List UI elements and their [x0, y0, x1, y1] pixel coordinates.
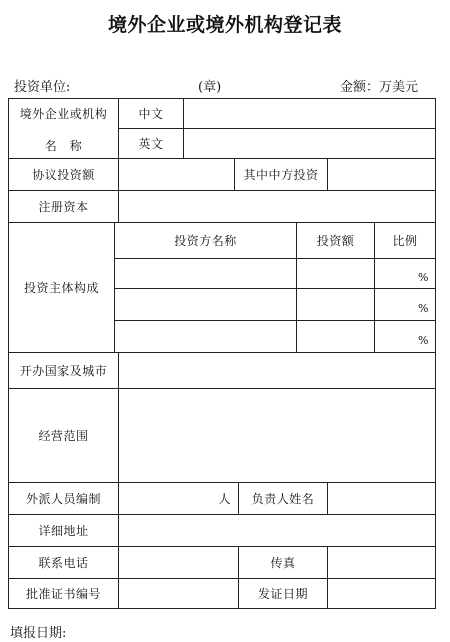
fax-label: 传真	[270, 556, 296, 570]
amount-unit-label: 金额：万美元	[340, 80, 419, 95]
certificate-number-label: 批准证书编号	[25, 587, 101, 601]
grid-line	[327, 158, 328, 190]
grid-line	[8, 608, 436, 609]
form-title: 境外企业或境外机构登记表	[107, 14, 342, 36]
percent-sign: %	[418, 270, 429, 284]
investor-structure-label: 投资主体构成	[23, 281, 99, 295]
registered-capital-label: 注册资本	[38, 200, 89, 214]
percent-sign: %	[418, 301, 429, 315]
grid-line	[114, 288, 436, 289]
chinese-label: 中文	[138, 107, 164, 121]
table-border-right	[435, 98, 436, 608]
percent-sign: %	[418, 333, 429, 347]
country-city-label: 开办国家及城市	[19, 364, 108, 378]
grid-line	[114, 258, 436, 259]
business-scope-label: 经营范围	[38, 429, 89, 443]
chinese-side-investment-label: 其中中方投资	[243, 168, 319, 182]
seal-label: (章)	[198, 80, 222, 95]
agreed-investment-label: 协议投资额	[32, 168, 95, 182]
ratio-header: 比例	[392, 234, 418, 248]
grid-line	[8, 98, 436, 99]
english-label: 英文	[138, 137, 164, 151]
grid-line	[327, 546, 328, 608]
org-name-label: 境外企业或机构	[19, 106, 108, 121]
org-name-label-line2: 名 称	[44, 138, 83, 153]
grid-line	[118, 352, 119, 608]
issue-date-label: 发证日期	[257, 587, 308, 601]
investing-unit-label: 投资单位:	[14, 80, 71, 95]
investment-amount-header: 投资额	[316, 234, 355, 248]
manager-name-label: 负责人姓名	[251, 492, 315, 506]
phone-label: 联系电话	[38, 556, 89, 570]
investor-name-header: 投资方名称	[174, 234, 237, 248]
staff-count-label: 外派人员编制	[25, 492, 101, 506]
person-unit-label: 人	[218, 492, 231, 506]
address-label: 详细地址	[38, 524, 89, 538]
grid-line	[327, 482, 328, 514]
grid-line	[183, 98, 184, 158]
grid-line	[114, 320, 436, 321]
fill-date-label: 填报日期:	[10, 626, 67, 641]
